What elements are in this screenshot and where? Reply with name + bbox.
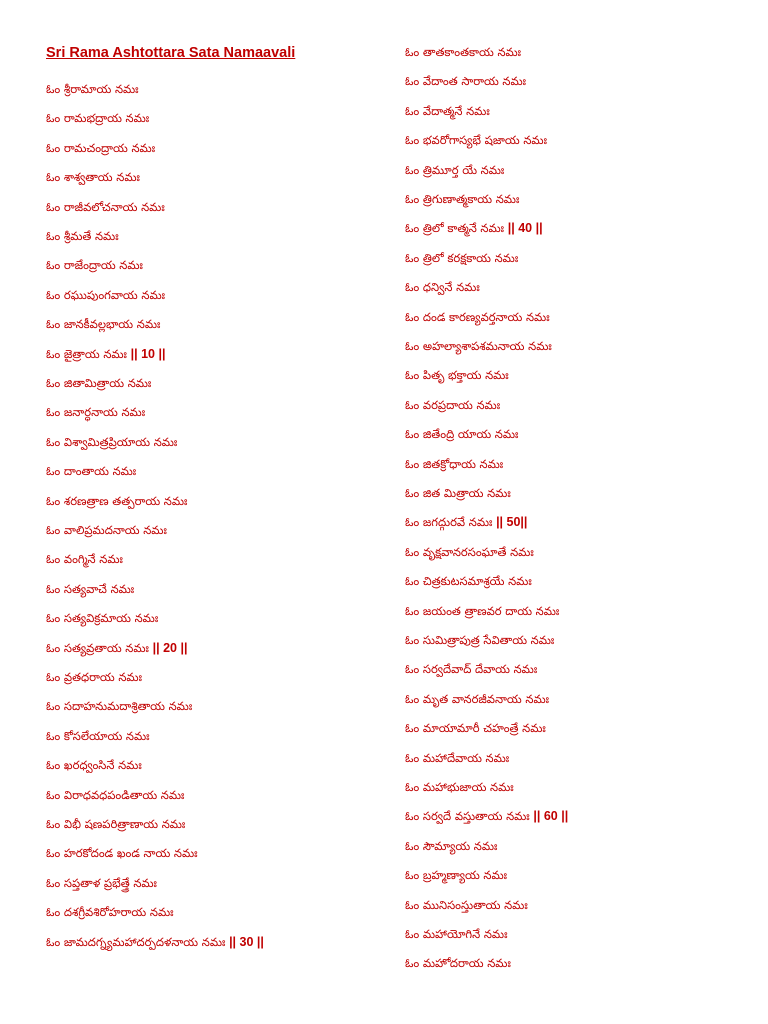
name-text: ఓం సత్యవిక్రమాయ నమః	[46, 611, 159, 626]
name-line	[405, 367, 509, 383]
name-text: ఓం విశ్వామిత్రప్రియాయ నమః	[46, 434, 178, 449]
name-text: ఓం రఘుపుంగవాయ నమః	[46, 287, 166, 302]
name-text: ఓం బ్రహ్మణ్యాయ నమః	[405, 868, 508, 883]
name-text: ఓం జయంత త్రాణవర దాయ నమః	[405, 603, 560, 618]
name-line	[46, 904, 174, 920]
name-line	[405, 132, 547, 148]
name-text: ఓం జితామిత్రాయ నమః	[46, 376, 152, 390]
name-text: ఓం అహల్యాశాపశమనాయ నమః	[405, 339, 552, 353]
name-text: ఓం శరణత్రాణ తత్పరాయ నమః	[46, 493, 188, 508]
name-line	[405, 162, 504, 178]
name-line	[46, 845, 198, 861]
name-line	[405, 485, 511, 501]
name-text: ఓం జనార్ధనాయ నమః	[46, 405, 146, 420]
name-line	[46, 434, 177, 450]
name-line	[46, 698, 192, 714]
name-text: ఓం వ్రతధరాయ నమః	[46, 670, 142, 684]
name-line	[46, 610, 158, 626]
name-line	[405, 426, 518, 442]
name-text: ఓం మాయామారీ చహంత్రే నమః	[405, 721, 546, 736]
name-line	[46, 257, 143, 273]
name-text: ఓం చిత్రకుటసమాశ్రయే నమః	[405, 574, 532, 589]
name-text: ఓం విభీ షణపరిత్రాణాయ నమః	[46, 817, 186, 831]
name-text: ఓం సుమిత్రాపుత్ర సేవితాయ నమః	[405, 633, 555, 647]
name-line	[405, 338, 552, 354]
count-marker: || 30 ||	[229, 934, 264, 949]
name-text: ఓం ధన్వినే నమః	[405, 280, 480, 295]
name-line	[405, 661, 537, 677]
name-text: ఓం త్రిమూర్త యే నమః	[405, 162, 505, 177]
name-text: ఓం మృత వానరజీవనాయ నమః	[405, 691, 550, 706]
name-text: ఓం రాజీవలోచనాయ నమః	[46, 199, 165, 214]
name-text: ఓం సప్తతాళ ప్రభేత్త్రే నమః	[46, 875, 157, 890]
name-text: ఓం శాశ్వతాయ నమః	[46, 170, 140, 185]
name-line	[46, 728, 150, 744]
name-text: ఓం రాజేంద్రాయ నమః	[46, 258, 143, 273]
count-marker: || 40 ||	[507, 221, 543, 236]
name-text: ఓం తాతకాంతకాయ నమః	[405, 45, 522, 59]
name-line	[405, 838, 497, 854]
name-line	[46, 375, 151, 391]
name-text: ఓం సత్యవ్రతాయ నమః	[46, 640, 153, 655]
name-line	[405, 544, 534, 560]
name-line	[46, 816, 185, 832]
name-line	[46, 522, 167, 538]
name-line	[405, 250, 518, 266]
name-text: ఓం జానకీవల్లభాయ నమః	[46, 317, 161, 332]
name-line	[46, 875, 157, 891]
count-marker: || 10 ||	[130, 346, 166, 361]
name-line	[46, 934, 264, 950]
name-text: ఓం జిత మిత్రాయ నమః	[405, 486, 511, 500]
name-line	[405, 103, 490, 119]
name-text: ఓం మహాయోగినే నమః	[405, 927, 508, 941]
name-text: ఓం రామచంద్రాయ నమః	[46, 140, 156, 155]
name-line	[46, 581, 134, 597]
name-text: ఓం ఖరధ్వంసినే నమః	[46, 758, 142, 773]
count-marker: || 60 ||	[533, 809, 569, 824]
name-line	[46, 81, 139, 97]
name-text: ఓం మహోదరాయ నమః	[405, 956, 511, 971]
name-text: ఓం సదాహనుమదాశ్రితాయ నమః	[46, 699, 193, 714]
name-line	[405, 808, 568, 824]
name-text: ఓం జితక్రోధాయ నమః	[405, 456, 504, 471]
name-line	[405, 867, 507, 883]
name-line	[46, 463, 136, 479]
name-line	[46, 551, 123, 567]
name-text: ఓం శ్రీమతే నమః	[46, 229, 119, 243]
name-text: ఓం సౌమ్యాయ నమః	[405, 838, 498, 853]
name-text: ఓం దశగ్రీవశిరోహరాయ నమః	[46, 905, 174, 920]
name-line	[405, 750, 509, 766]
name-line	[46, 316, 160, 332]
name-line	[405, 279, 480, 295]
name-text: ఓం సర్వదేవాద్ దేవాయ నమః	[405, 662, 538, 677]
name-line	[405, 309, 550, 325]
name-text: ఓం మహాభుజాయ నమః	[405, 780, 514, 794]
name-line	[405, 632, 554, 648]
name-line	[405, 73, 526, 89]
name-line	[46, 169, 140, 185]
name-line	[46, 228, 119, 244]
name-line	[405, 691, 549, 707]
name-line	[46, 287, 165, 303]
name-line	[46, 640, 187, 656]
name-text: ఓం వాలిప్రమదనాయ నమః	[46, 523, 167, 537]
name-text: ఓం జితేంద్రి యాయ నమః	[405, 427, 519, 442]
count-marker: || 50||	[496, 515, 528, 530]
name-text: ఓం వంగ్మినే నమః	[46, 552, 123, 567]
name-text: ఓం జామదగ్న్యమహాదర్పదళనాయ నమః	[46, 934, 230, 949]
name-text: ఓం వేదాంత సారాయ నమః	[405, 74, 527, 89]
name-line	[405, 926, 508, 942]
name-line	[405, 191, 519, 207]
page-title: Sri Rama Ashtottara Sata Namaavali	[46, 45, 296, 61]
name-text: ఓం కోసలేయాయ నమః	[46, 728, 150, 743]
name-line	[46, 199, 165, 215]
name-line	[405, 573, 532, 589]
name-line	[46, 493, 187, 509]
name-line	[405, 456, 503, 472]
name-text: ఓం శ్రీరామాయ నమః	[46, 82, 139, 96]
name-text: ఓం వేదాత్మనే నమః	[405, 103, 490, 118]
name-text: ఓం విరాధవధపండితాయ నమః	[46, 787, 185, 802]
count-marker: || 20 ||	[152, 640, 188, 655]
name-text: ఓం త్రిలో కరక్షకాయ నమః	[405, 250, 519, 265]
name-line	[46, 110, 149, 126]
name-line	[46, 787, 184, 803]
name-text: ఓం రామభద్రాయ నమః	[46, 111, 150, 126]
name-line	[405, 220, 543, 236]
name-line	[405, 397, 500, 413]
name-line	[46, 757, 142, 773]
name-text: ఓం మునిసంస్తుతాయ నమః	[405, 897, 528, 912]
name-text: ఓం మహాదేవాయ నమః	[405, 750, 510, 765]
name-text: ఓం భవరోగాస్యభే షజాయ నమః	[405, 133, 547, 148]
name-line	[46, 669, 142, 685]
name-line	[46, 140, 155, 156]
name-text: ఓం వృక్షవానరసంఘాతే నమః	[405, 544, 534, 559]
name-text: ఓం హరకోదండ ఖండ నాయ నమః	[46, 846, 198, 861]
name-line	[46, 404, 145, 420]
name-line	[405, 955, 511, 971]
name-line	[405, 514, 527, 530]
name-line	[405, 720, 546, 736]
name-text: ఓం సత్యవాచే నమః	[46, 581, 135, 596]
name-text: ఓం సర్వదే వస్తుతాయ నమః	[405, 809, 534, 824]
name-line	[405, 779, 514, 795]
name-text: ఓం త్రిగుణాత్మకాయ నమః	[405, 192, 520, 206]
name-text: ఓం వరప్రదాయ నమః	[405, 397, 501, 412]
name-line	[405, 603, 559, 619]
name-line	[405, 897, 528, 913]
name-text: ఓం జగద్గురవే నమః	[405, 515, 497, 530]
name-text: ఓం త్రిలో కాత్మనే నమః	[405, 221, 508, 236]
name-text: ఓం పితృ భక్తాయ నమః	[405, 368, 509, 383]
name-text: ఓం జైత్రాయ నమః	[46, 346, 131, 361]
name-text: ఓం దండ కారణ్యవర్తనాయ నమః	[405, 309, 550, 324]
name-line	[405, 44, 521, 60]
name-line	[46, 346, 165, 362]
name-text: ఓం దాంతాయ నమః	[46, 464, 137, 479]
